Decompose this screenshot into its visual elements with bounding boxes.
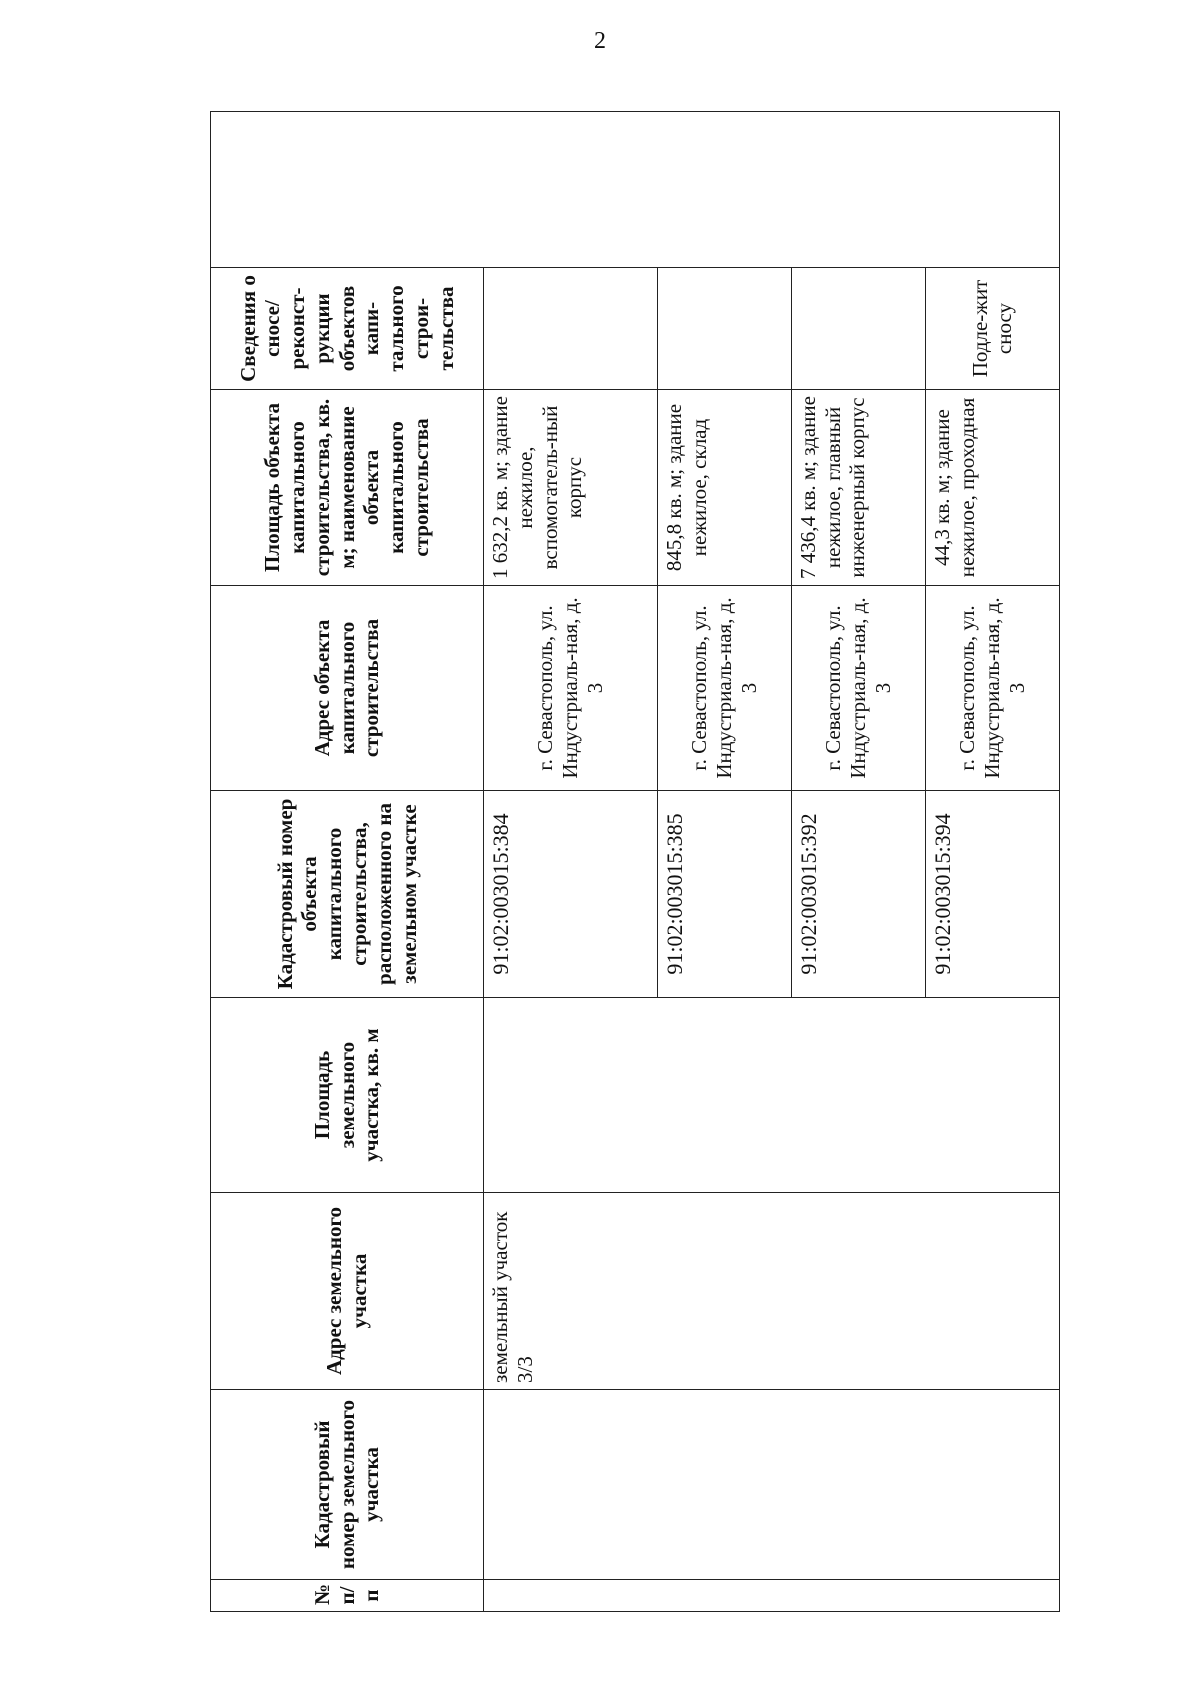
header-land-area: Площадь земельного участка, кв. м [211,998,484,1193]
cell-demolition [484,268,658,390]
header-obj-cadastral: Кадастровый номер объекта капитального строительства, расположенного на земельном участке [211,791,484,998]
cell-obj-area: 7 436,4 кв. м; здание нежилое, главный инженерный корпус [791,390,925,586]
cell-obj-address: г. Севастополь, ул. Индустриаль-ная, д. 3 [657,586,791,791]
header-land-cadastral: Кадастровый номер земельного участка [211,1390,484,1580]
table-header-row [211,112,484,1612]
header-obj-area: Площадь объекта капитального строительства, кв. м; наименование объекта капитального строительства [211,390,484,586]
table-spacer [211,112,1060,268]
land-plot-table [210,111,1060,1612]
cell-land-area [484,998,1060,1193]
header-obj-address: Адрес объекта капитального строительства [211,586,484,791]
cell-obj-area: 44,3 кв. м; здание нежилое, проходная [925,390,1059,586]
cell-demolition: Подле-жит сносу [925,268,1059,390]
header-num: № п/ п [211,1580,484,1612]
cell-obj-address: г. Севастополь, ул. Индустриаль-ная, д. 3 [925,586,1059,791]
cell-demolition [791,268,925,390]
cell-obj-cadastral: 91:02:003015:385 [657,791,791,998]
rotated-table-wrapper [210,112,1060,1612]
cell-obj-cadastral: 91:02:003015:392 [791,791,925,998]
cell-obj-cadastral: 91:02:003015:384 [484,791,658,998]
page-number: 2 [594,28,606,54]
cell-obj-area: 845,8 кв. м; здание нежилое, склад [657,390,791,586]
cell-obj-address: г. Севастополь, ул. Индустриаль-ная, д. 3 [791,586,925,791]
cell-obj-address: г. Севастополь, ул. Индустриаль-ная, д. 3 [484,586,658,791]
cell-land-address: земельный участок 3/3 [484,1193,1060,1390]
cell-obj-area: 1 632,2 кв. м; здание нежилое, вспомогатель-ный корпус [484,390,658,586]
cell-demolition [657,268,791,390]
cell-land-cadastral [484,1390,1060,1580]
header-land-address: Адрес земельного участка [211,1193,484,1390]
cell-obj-cadastral: 91:02:003015:394 [925,791,1059,998]
cell-num [484,1580,1060,1612]
table-row [484,112,658,1612]
header-demolition: Сведения о сносе/ реконст-рукции объектов капи-тального строи-тельства [211,268,484,390]
